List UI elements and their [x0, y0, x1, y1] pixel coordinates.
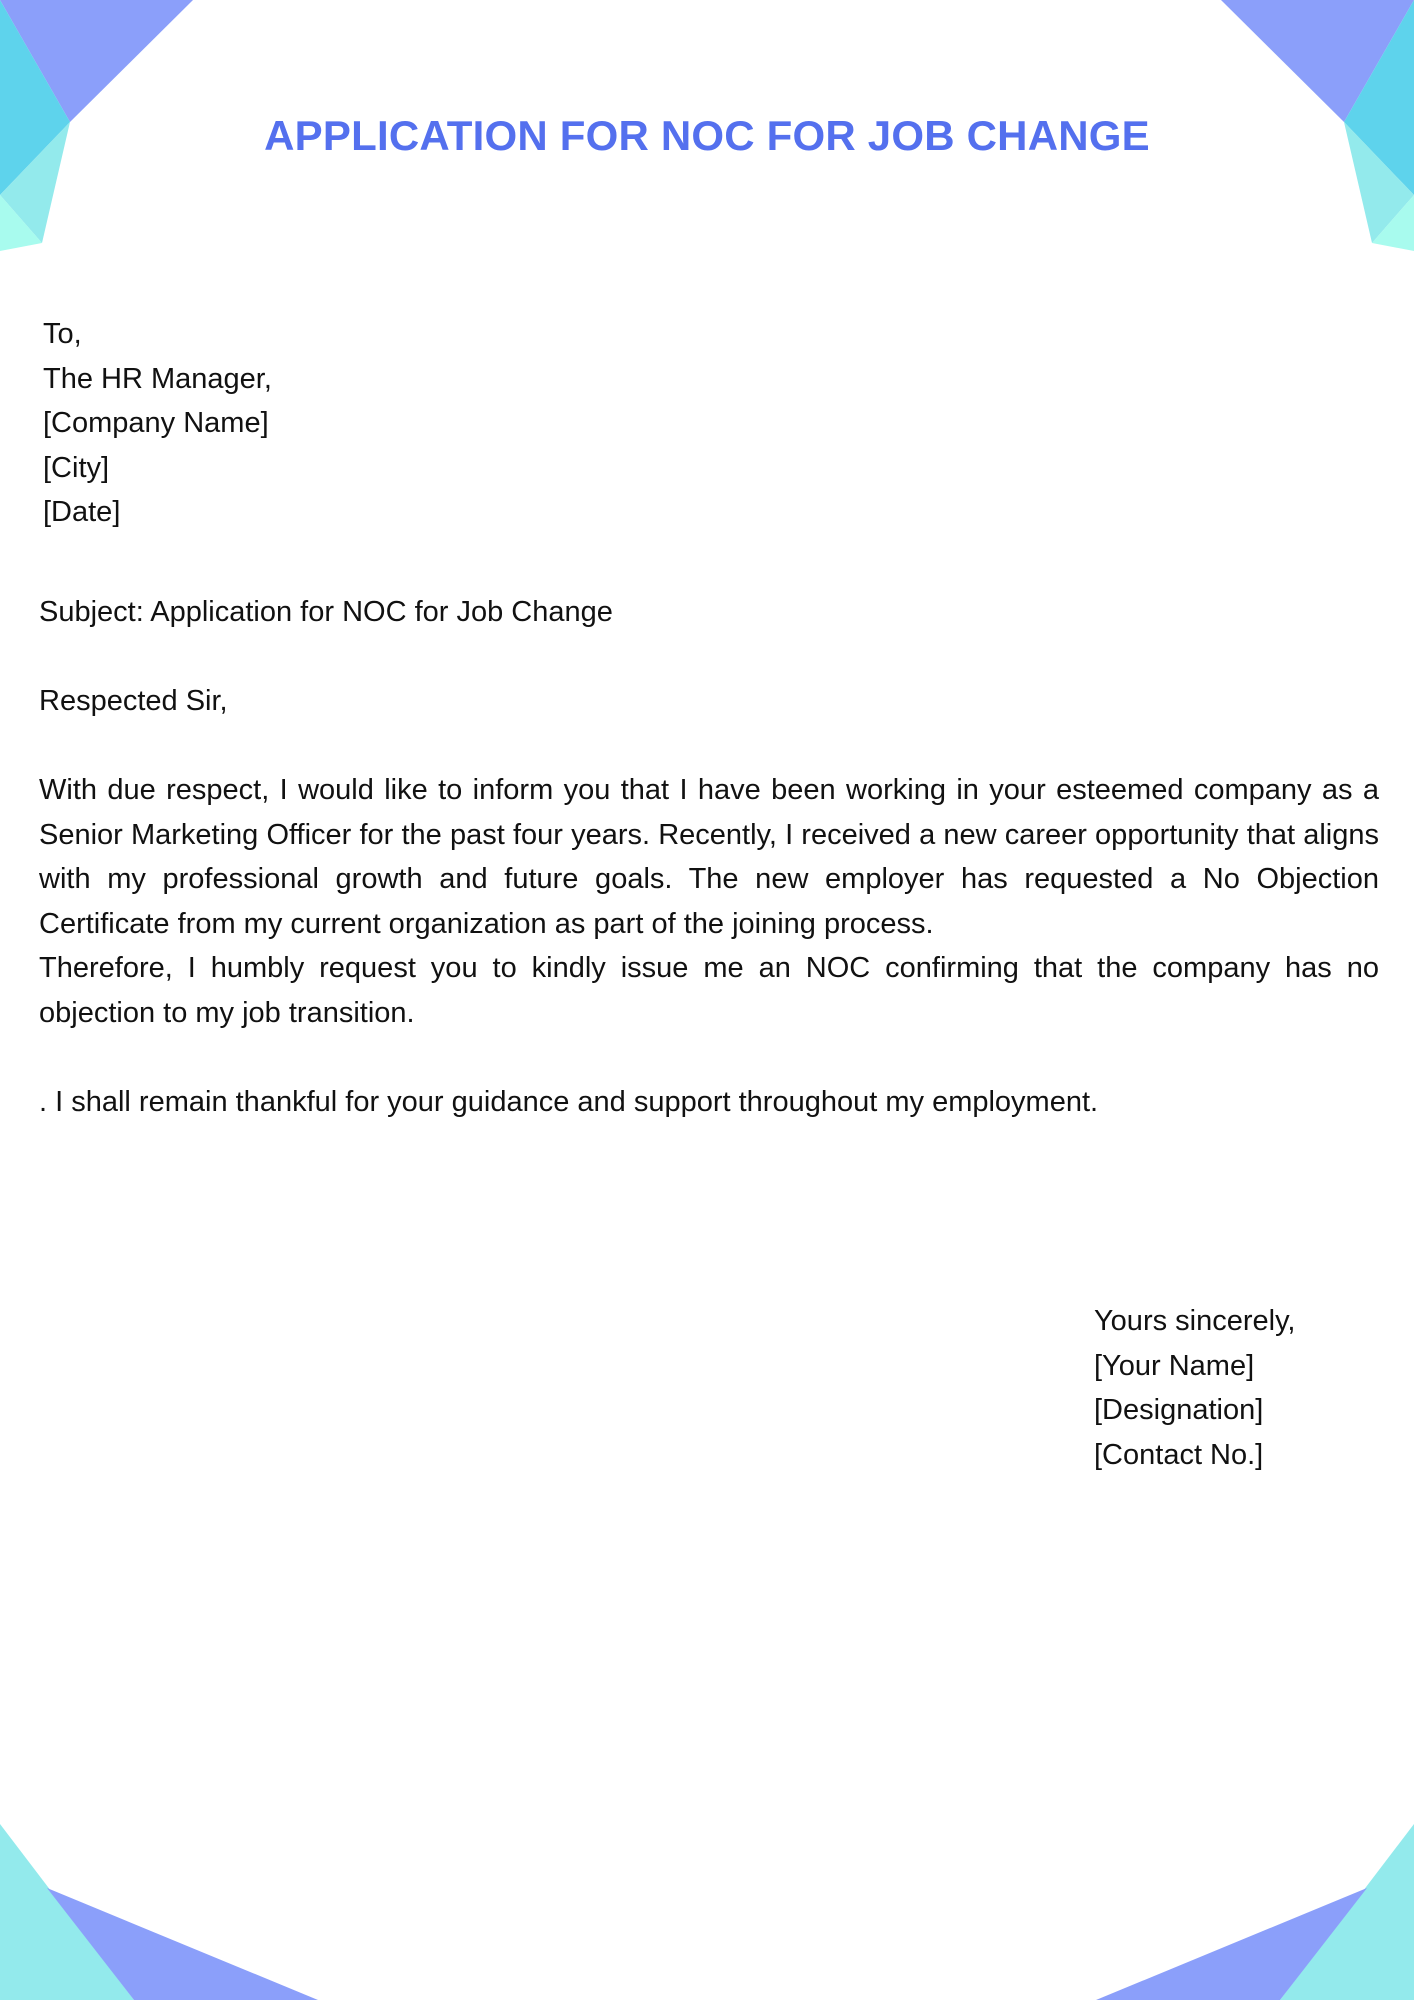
recipient-address-block — [43, 312, 272, 535]
recipient-date-line: [Date] — [43, 496, 121, 528]
recipient-name-line: The HR Manager, — [43, 362, 272, 395]
signature-designation: [Designation] — [1094, 1394, 1264, 1426]
signature-valediction: Yours sincerely, — [1094, 1305, 1296, 1337]
body-paragraph-2: Therefore, I humbly request you to kindly issue me an NOC confirming that the company has no objection to my job transition. — [39, 952, 1379, 1029]
signature-block — [1094, 1299, 1296, 1477]
document-title: APPLICATION FOR NOC FOR JOB CHANGE — [264, 112, 1150, 159]
signature-name: [Your Name] — [1094, 1349, 1255, 1382]
signature-contact: [Contact No.] — [1094, 1438, 1264, 1471]
recipient-to-line: To, — [43, 318, 82, 350]
closing-paragraph: . I shall remain thankful for your guidance and support throughout my employment. — [39, 1086, 1099, 1118]
bottom-right-corner-decoration — [1096, 1824, 1414, 2000]
bottom-left-corner-decoration — [0, 1824, 318, 2000]
subject-line: Subject: Application for NOC for Job Change — [39, 596, 613, 628]
recipient-city-line: [City] — [43, 451, 110, 484]
letter-body — [39, 768, 1379, 1035]
salutation: Respected Sir, — [39, 685, 228, 717]
recipient-company-line: [Company Name] — [43, 407, 269, 439]
body-paragraph-1: With due respect, I would like to inform you that I have been working in your esteemed company as a Senior Marketing Officer for the past four years. Recently, I received a new career opportunity that aligns with my professional growth and future goals. The new employer has requested a No Objection Certificate from my current organization as part of the joining process. — [39, 774, 1379, 940]
